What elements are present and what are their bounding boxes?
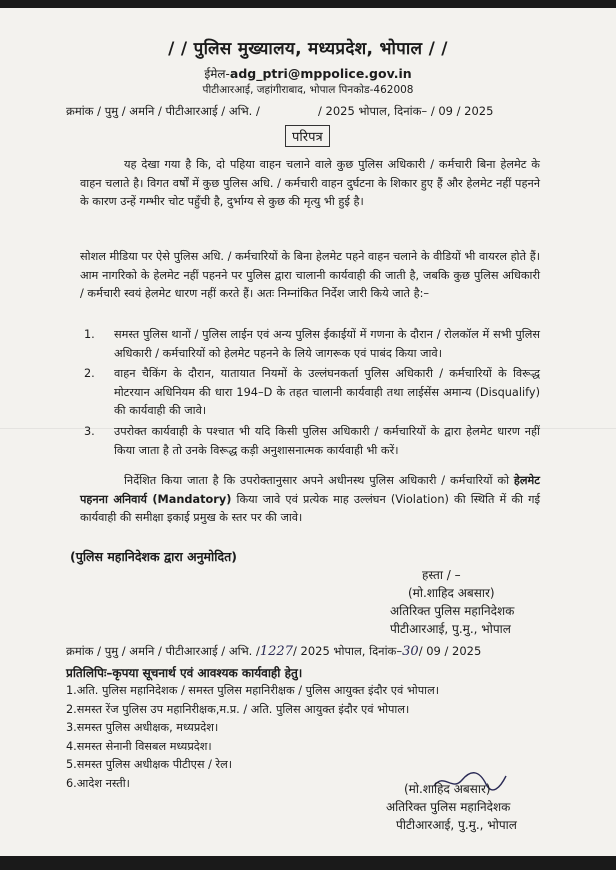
signatory-name: (मो.शाहिद अबसार) — [404, 782, 491, 796]
subject-heading: परिपत्र — [285, 125, 330, 147]
signature-block-1 — [390, 566, 514, 638]
reference-date-prefix: / 2025 भोपाल, दिनांक– — [292, 644, 403, 658]
office-address: पीटीआरआई, जहांगीराबाद, भोपाल पिनकोड-462008 — [202, 84, 414, 96]
email-line — [0, 65, 616, 82]
signed-mark: हस्ता / – — [422, 568, 461, 582]
reference-number: क्रमांक / पुमु / अमनि / पीटीआरआई / अभि. / — [66, 104, 260, 118]
copy-recipient: 4.समस्त सेनानी विसबल मध्यप्रदेश। — [66, 739, 212, 753]
signatory-name: (मो.शाहिद अबसार) — [408, 586, 495, 600]
directive-item — [84, 365, 540, 421]
reference-date: / 2025 भोपाल, दिनांक– / 09 / 2025 — [318, 104, 494, 118]
document-page — [0, 8, 616, 856]
directive-number: 1. — [84, 328, 95, 341]
handwritten-day: 30 — [402, 644, 419, 659]
signatory-office: पीटीआरआई, पु.मु., भोपाल — [390, 622, 511, 636]
signatory-designation: अतिरिक्त पुलिस महानिदेशक — [390, 604, 515, 618]
reference-line-top — [66, 104, 546, 119]
directive-number: 2. — [84, 367, 95, 381]
office-title: / / पुलिस मुख्यालय, मध्यप्रदेश, भोपाल / / — [168, 39, 448, 59]
directive-number: 3. — [84, 424, 95, 438]
directive-item — [84, 326, 540, 363]
directive-text: समस्त पुलिस थानों / पुलिस लाईन एवं अन्य पुलिस ईकाईयों में गणना के दौरान / रोलकॉल में सभी पुलिस अधिकारी / कर्मचारियों को हेलमेट पहनने के लिये जागरूक एवं पाबंद किया जावे। — [114, 328, 540, 360]
copy-recipient: 6.आदेश नस्ती। — [66, 776, 130, 790]
approval-note: (पुलिस महानिदेशक द्वारा अनुमोदित) — [70, 549, 237, 564]
copy-recipient: 1.अति. पुलिस महानिदेशक / समस्त पुलिस महानिरीक्षक / पुलिस आयुक्त इंदौर एवं भोपाल। — [66, 684, 440, 697]
reference-number: क्रमांक / पुमु / अमनि / पीटीआरआई / अभि. / — [66, 644, 260, 658]
signature-block-2 — [386, 780, 517, 834]
copy-to-heading: प्रतिलिपिः–कृपया सूचनार्थ एवं आवश्यक कार्यवाही हेतु। — [66, 666, 303, 680]
email-prefix: ईमेल- — [204, 67, 230, 81]
paragraph-1: यह देखा गया है कि, दो पहिया वाहन चलाने वाले कुछ पुलिस अधिकारी / कर्मचारी बिना हेलमेट के वाहन चलाते है। विगत वर्षों में कुछ पुलिस अधि. / कर्मचारी वाहन दुर्घटना के शिकार हुए हैं और हेलमेट नहीं पहनने के कारण उन्हें गम्भीर चोट पहुँची है, दुर्भाग्य से कुछ की मृत्यु भी हुई है। — [80, 158, 540, 209]
email-address: adg_ptri@mppolice.gov.in — [229, 66, 412, 81]
copy-recipient: 3.समस्त पुलिस अधीक्षक, मध्यप्रदेश। — [66, 721, 219, 734]
handwritten-number: 1227 — [259, 644, 293, 659]
closing-text-1: निर्देशित किया जाता है कि उपरोक्तानुसार अपने अधीनस्थ पुलिस अधिकारी / कर्मचारियों को — [124, 474, 509, 487]
reference-line-bottom — [66, 644, 546, 659]
paragraph-2: सोशल मीडिया पर ऐसे पुलिस अधि. / कर्मचारियों के बिना हेलमेट पहने वाहन चलाने के वीडियों भी वायरल होते हैं। आम नागरिको के हेलमेट नहीं पहनने पर पुलिस द्वारा चालानी कार्यवाही की जाती है, जबकि कुछ पुलिस अधिकारी / कर्मचारी स्वयं हेलमेट धारण नहीं करते हैं। अतः निम्नांकित निर्देश जारी किये जाते है:– — [80, 250, 540, 301]
copy-to-list — [66, 682, 439, 793]
directive-text: उपरोक्त कार्यवाही के पश्चात भी यदि किसी पुलिस अधिकारी / कर्मचारियों के द्वारा हेलमेट धारण नहीं किया जाता है तो उनके विरूद्ध कड़ी अनुशासनात्मक कार्यवाही भी करें। — [114, 424, 540, 457]
directives-list — [84, 326, 540, 462]
reference-date-suffix: / 09 / 2025 — [418, 644, 482, 658]
closing-mandatory: हेलमेट पहनना अनिवार्य (Mandatory) — [80, 474, 540, 506]
directive-text: वाहन चैकिंग के दौरान, यातायात नियमों के उल्लंघनकर्ता पुलिस अधिकारी / कर्मचारियों के विरूद्ध मोटरयान अधिनियम की धारा 194–D के तहत चालानी कार्यवाही तथा लाईसेंस अमान्य (Disqualify) की कार्यवाही की जावे। — [114, 367, 540, 418]
paper-fold-line — [0, 428, 616, 429]
copy-recipient: 2.समस्त रेंज पुलिस उप महानिरीक्षक,म.प्र. / अति. पुलिस आयुक्त इंदौर एवं भोपाल। — [66, 702, 410, 716]
signatory-designation: अतिरिक्त पुलिस महानिदेशक — [386, 800, 511, 814]
signatory-office: पीटीआरआई, पु.मु., भोपाल — [396, 818, 517, 832]
copy-recipient: 5.समस्त पुलिस अधीक्षक पीटीएस / रेल। — [66, 758, 233, 771]
closing-paragraph — [80, 472, 540, 528]
closing-text-2: किया जावे एवं प्रत्येक माह उल्लंघन (Violation) की स्थिति में की गई कार्यवाही की समीक्षा इकाई प्रमुख के स्तर पर की जावे। — [80, 492, 540, 525]
